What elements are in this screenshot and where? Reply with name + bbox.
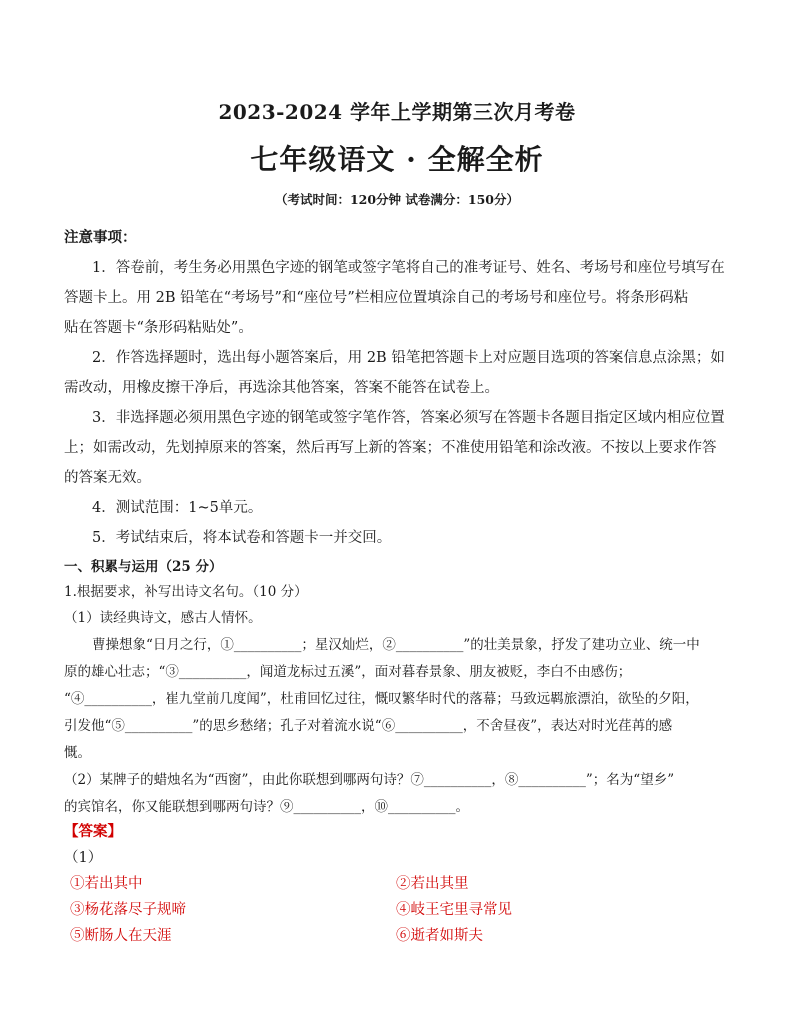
question-part2-line: 的宾馆名，你又能联想到哪两句诗？⑨__________，⑩__________。 [64,799,469,815]
answer-item: ③杨花落尽子规啼 [70,902,186,918]
notice-line: 答题卡上。用 2B 铅笔在“考场号”和“座位号”栏相应位置填涂自己的考场号和座位号。将条形码粘 [64,290,689,306]
notice-line: 5．考试结束后，将本试卷和答题卡一并交回。 [92,530,392,546]
answer-item: ⑤断肠人在天涯 [70,928,172,944]
question-text-line: 原的雄心壮志；“③__________，闻道龙标过五溪”，面对暮春景象、朋友被贬，李白不由感伤； [64,664,632,680]
notice-line: 需改动，用橡皮擦干净后，再选涂其他答案，答案不能答在试卷上。 [64,380,499,396]
answer-part-label: （1） [64,850,103,866]
exam-title: 2023-2024 学年上学期第三次月考卷 [218,100,576,124]
notice-line: 1．答卷前，考生务必用黑色字迹的钢笔或签字笔将自己的准考证号、姓名、考场号和座位号填写在 [92,260,725,276]
question-title: 1.根据要求，补写出诗文名句。（10 分） [64,584,308,600]
notice-line: 贴在答题卡“条形码粘贴处”。 [64,320,253,336]
notice-line: 3．非选择题必须用黑色字迹的钢笔或签字笔作答，答案必须写在答题卡各题目指定区域内相应位置 [92,410,725,426]
answer-item: ②若出其里 [396,876,469,892]
question-text-line: “④__________，崔九堂前几度闻”，杜甫回忆过往，慨叹繁华时代的落幕；马致远羁旅漂泊，欲坠的夕阳， [64,691,699,707]
exam-info: （考试时间：120分钟 试卷满分：150分） [274,192,520,207]
question-text-line: 曹操想象“日月之行，①__________；星汉灿烂，②__________”的壮美景象，抒发了建功立业、统一中 [92,637,700,653]
notice-line: 上；如需改动，先划掉原来的答案，然后再写上新的答案；不准使用铅笔和涂改液。不按以上要求作答 [64,440,717,456]
answer-item: ④岐王宅里寻常见 [396,902,512,918]
question-part1-label: （1）读经典诗文，感古人情怀。 [64,610,262,626]
answer-item: ①若出其中 [70,876,143,892]
question-part2-line: （2）某牌子的蜡烛名为“西窗”，由此你联想到哪两句诗？⑦__________，⑧__________”；名为“望乡” [64,772,675,788]
notice-line: 2．作答选择题时，选出每小题答案后，用 2B 铅笔把答题卡上对应题目选项的答案信息点涂黑；如 [92,350,725,366]
question-text-line: 引发他“⑤__________”的思乡愁绪；孔子对着流水说“⑥__________，不舍昼夜”，表达对时光荏苒的感 [64,718,673,734]
section-heading: 一、积累与运用（25 分） [64,559,223,575]
answer-heading: 【答案】 [64,823,122,840]
question-text-line: 慨。 [64,745,91,761]
exam-subtitle: 七年级语文 · 全解全析 [250,143,544,176]
notice-line: 4．测试范围：1~5单元。 [92,500,263,516]
answer-item: ⑥逝者如斯夫 [396,928,483,944]
notice-heading: 注意事项： [64,229,137,246]
notice-line: 的答案无效。 [64,470,151,486]
